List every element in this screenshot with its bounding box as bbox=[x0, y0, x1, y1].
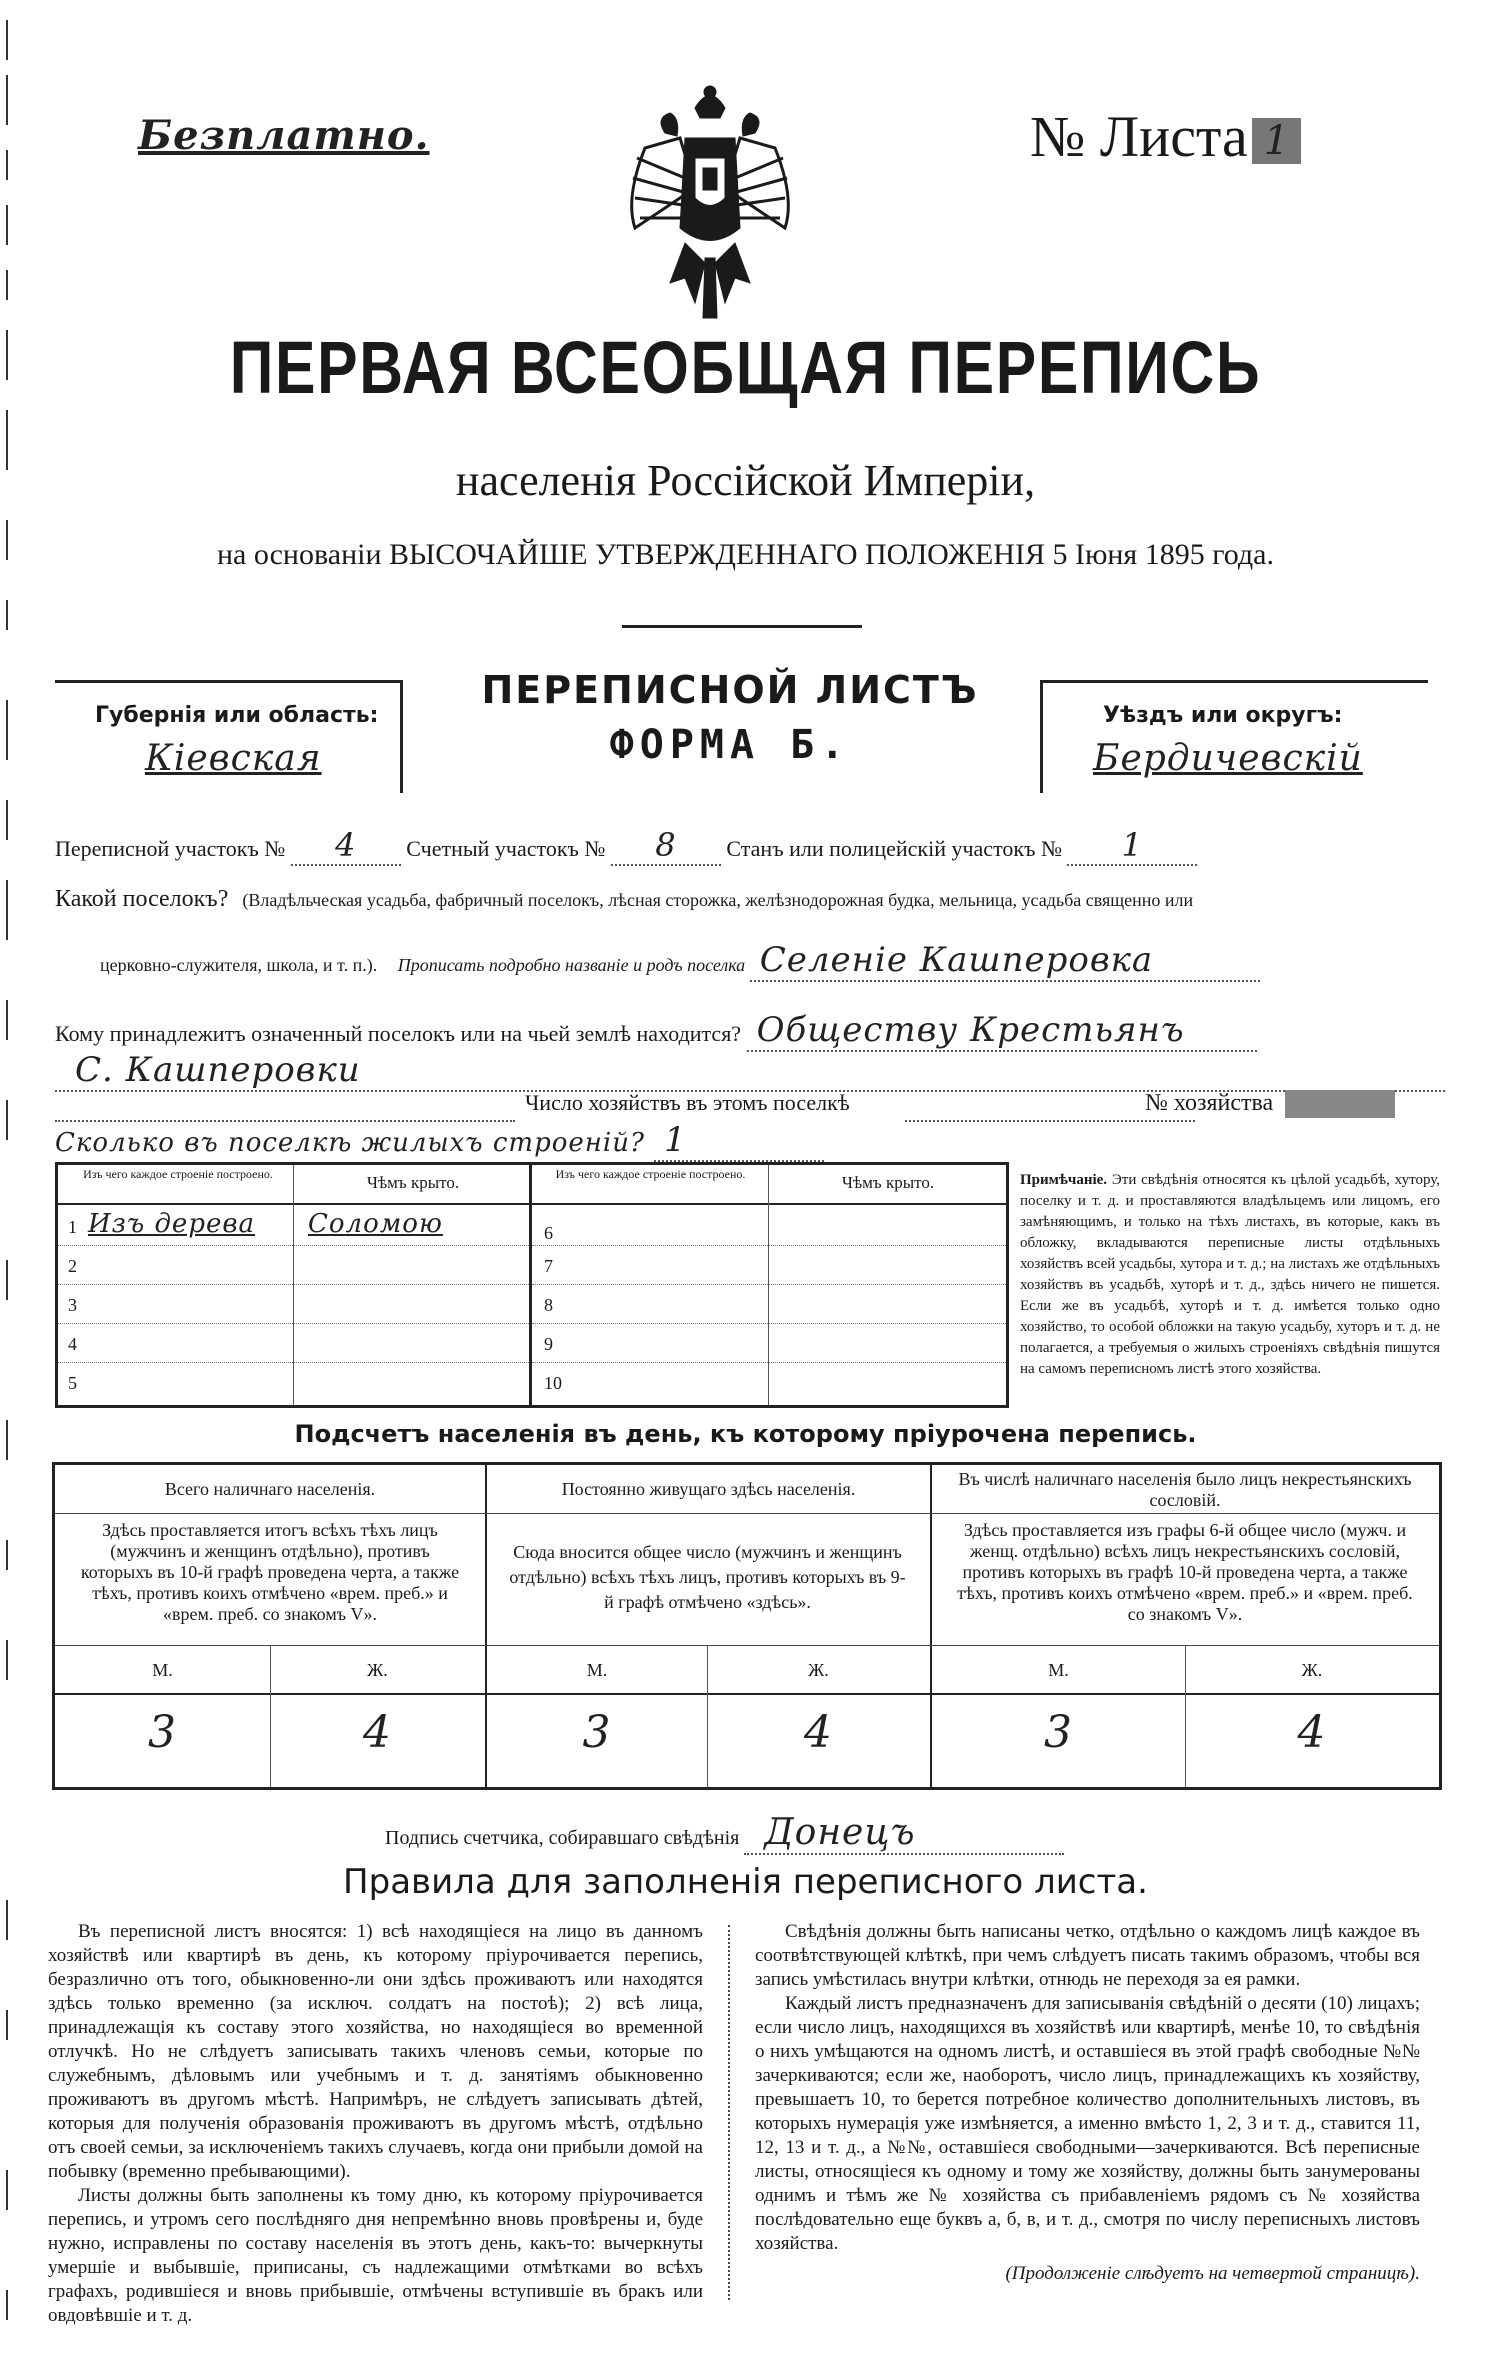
row-number: 2 bbox=[68, 1256, 77, 1276]
pop-col1-m-label: М. bbox=[152, 1660, 173, 1680]
uezd-label: Уѣздъ или округъ: bbox=[1103, 703, 1343, 728]
pop-col2-m-value[interactable]: 3 bbox=[582, 1707, 612, 1758]
pop-col1-f-label: Ж. bbox=[367, 1660, 388, 1680]
signature-value[interactable]: Донецъ bbox=[744, 1812, 1064, 1855]
pop-col3-m-value[interactable]: 3 bbox=[1044, 1707, 1073, 1758]
settlement-hint-2: церковно-служителя, школа, и т. п.). bbox=[100, 955, 378, 975]
buildings-value[interactable]: 1 bbox=[654, 1120, 824, 1162]
population-table bbox=[52, 1462, 1442, 1790]
rules-title: Правила для заполненія переписного листа. bbox=[343, 1862, 1148, 1902]
table-row bbox=[532, 1284, 1006, 1323]
pop-col3-heading: Въ числѣ наличнаго населенія было лицъ некрестьянскихъ сословій. bbox=[958, 1469, 1412, 1510]
settlement-hint-3: Прописать подробно названіе и родъ поселка bbox=[397, 955, 746, 975]
area-line bbox=[55, 826, 1197, 866]
pop-col2-f-label: Ж. bbox=[808, 1660, 829, 1680]
table-row bbox=[532, 1205, 1006, 1245]
page-title: ПЕРВАЯ ВСЕОБЩАЯ ПЕРЕПИСЬ bbox=[229, 326, 1262, 409]
title-divider bbox=[622, 625, 862, 628]
rules-right bbox=[755, 1920, 1420, 2286]
count-area-label: Счетный участокъ № bbox=[406, 836, 606, 861]
buildings-label: Сколько въ поселкѣ жилыхъ строеній? bbox=[55, 1128, 645, 1158]
population-title: Подсчетъ населенія въ день, къ которому пріурочена перепись. bbox=[294, 1420, 1197, 1448]
rules-divider bbox=[728, 1925, 730, 2300]
pop-col2-m-label: М. bbox=[586, 1660, 608, 1680]
pop-col3-m-label: М. bbox=[1048, 1660, 1069, 1680]
pop-col1-heading: Всего наличнаго населенія. bbox=[164, 1479, 376, 1499]
rules-right-p2: Каждый листъ предназначенъ для записыванія свѣдѣній о десяти (10) лицахъ; если число лицъ, находящихся въ хозяйствѣ или квартирѣ, менѣе 10, то свѣдѣнія о нихъ умѣщаются на одномъ листѣ, и оставшіеся въ этой графѣ свободные №№ зачеркиваются; если же, наоборотъ, число лицъ, принадлежащихъ къ хозяйству, превышаетъ 10, то берется потребное количество дополнительныхъ листовъ, въ которыхъ нумерація уже измѣняется, а именно вмѣсто 1, 2, 3 и т. д., ставится 11, 12, 13 и т. д., а №№, оставшіеся свободными—зачеркиваются. Всѣ переписные листы, относящіеся къ одному и тому же хозяйству, должны быть занумерованы однимъ и тѣмъ же № хозяйства съ прибавленіемъ рядомъ съ № хозяйства послѣдовательно еще буквъ а, б, в, и т. д., смотря по числу переписныхъ листовъ хозяйства. bbox=[755, 1993, 1420, 2254]
pop-col1-desc: Здѣсь проставляется итогъ всѣхъ тѣхъ лицъ (мужчинъ и женщинъ отдѣльно), противъ которыхъ въ 10-й графѣ проведена черта, а также тѣхъ, противъ коихъ отмѣчено «врем. преб.» и «врем. преб. со знакомъ V». bbox=[80, 1520, 460, 1624]
table-row bbox=[58, 1323, 529, 1362]
pop-col3-f-label: Ж. bbox=[1301, 1660, 1323, 1680]
note-title: Примѣчаніе. bbox=[1020, 1172, 1108, 1188]
row-number: 3 bbox=[68, 1295, 77, 1315]
pop-col2-heading: Постоянно живущаго здѣсь населенія. bbox=[561, 1479, 856, 1499]
subtitle: населенія Россійской Имперіи, bbox=[455, 456, 1036, 505]
row-number: 1 bbox=[68, 1217, 77, 1237]
households-line bbox=[55, 1090, 1435, 1124]
pop-col2-desc: Сюда вносится общее число (мужчинъ и женщинъ отдѣльно) всѣхъ тѣхъ лицъ, противъ которыхъ въ 9-й графѣ отмѣчено «здѣсь». bbox=[509, 1542, 906, 1612]
gubernia-box bbox=[55, 680, 403, 793]
owner-value[interactable]: Обществу Крестьянъ bbox=[747, 1010, 1257, 1052]
settlement-value[interactable]: Селеніе Кашперовка bbox=[750, 940, 1260, 982]
table-row bbox=[58, 1362, 529, 1401]
left-rows bbox=[58, 1205, 529, 1401]
gubernia-label: Губернія или область: bbox=[95, 703, 379, 728]
census-area-label: Переписной участокъ № bbox=[55, 836, 286, 861]
row-number: 10 bbox=[544, 1373, 562, 1393]
settlement-hint: (Владѣльческая усадьба, фабричный поселокъ, лѣсная сторожка, желѣзнодорожная будка, мельница, усадьба священно или bbox=[242, 890, 1194, 910]
uezd-box bbox=[1040, 680, 1428, 793]
table-row bbox=[58, 1205, 529, 1245]
owner-label: Кому принадлежитъ означенный поселокъ или на чьей землѣ находится? bbox=[55, 1021, 742, 1046]
row-number: 4 bbox=[68, 1334, 77, 1354]
col-roof-left: Чѣмъ крыто. bbox=[366, 1173, 460, 1192]
buildings-note bbox=[1020, 1170, 1440, 1380]
table-row bbox=[532, 1323, 1006, 1362]
owner-value-2[interactable]: С. Кашперовки bbox=[55, 1050, 1445, 1092]
note-text: Эти свѣдѣнія относятся къ цѣлой усадьбѣ, хутору, поселку и т. д. и проставляются владѣльцемъ или лицомъ, его замѣняющимъ, и только на тѣхъ листахъ, въ которые, какъ въ обложку, вкладываются переписные листы отдѣльныхъ хозяйствъ всей усадьбы, хутора и т. д.; на листахъ же отдѣльныхъ хозяйствъ въ усадьбѣ, хуторѣ и т. д., здѣсь ничего не пишется. Если же въ усадьбѣ, хуторѣ и т. д. имѣется только одно хозяйство, то особой обложки на такую усадьбу, хуторъ и т. д. не полагается, а требуемыя о жилыхъ строеніяхъ свѣдѣнія пишутся на самомъ переписномъ листѣ этого хозяйства. bbox=[1020, 1172, 1441, 1377]
col-material-right: Изъ чего каждое строеніе построено. bbox=[555, 1167, 746, 1181]
buildings-table bbox=[55, 1162, 1009, 1408]
form-title: ФОРМА Б. bbox=[609, 722, 851, 768]
rules-left bbox=[48, 1920, 703, 2328]
settlement-line-2 bbox=[100, 940, 1260, 982]
table-row bbox=[532, 1362, 1006, 1401]
gubernia-value[interactable]: Кіевская bbox=[145, 738, 322, 779]
census-area-value[interactable]: 4 bbox=[291, 826, 401, 866]
row-number: 9 bbox=[544, 1334, 553, 1354]
free-label: Безплатно. bbox=[138, 112, 430, 159]
row-number: 5 bbox=[68, 1373, 77, 1393]
buildings-line bbox=[55, 1120, 824, 1162]
count-area-value[interactable]: 8 bbox=[611, 826, 721, 866]
rules-left-p1: Въ переписной листъ вносятся: 1) всѣ находящіеся на лицо въ данномъ хозяйствѣ или квартирѣ въ день, къ которому пріурочивается перепись, безразлично отъ того, обыкновенно-ли они здѣсь проживаютъ или находятся здѣсь только временно (за исключ. солдатъ на постоѣ); 2) всѣ лица, принадлежащія къ составу этого хозяйства, но находящіеся во временной отлучкѣ. Но не слѣдуетъ записывать такихъ членовъ семьи, которые по служебнымъ, дѣловымъ или учебнымъ и т. д. занятіямъ обыкновенно проживаютъ въ другомъ мѣстѣ. Напримѣръ, не слѣдуетъ записывать дѣтей, которыя для полученія образованія проживаютъ въ другомъ мѣстѣ, отдѣльно отъ своей семьи, за исключеніемъ такихъ случаевъ, когда они прибыли домой на побывку (временно пребывающими). bbox=[48, 1921, 703, 2182]
pop-col1-f-value[interactable]: 4 bbox=[363, 1707, 392, 1758]
rules-right-p1: Свѣдѣнія должны быть написаны четко, отдѣльно о каждомъ лицѣ каждое въ соотвѣтствующей клѣткѣ, при чемъ слѣдуетъ писать такимъ образомъ, чтобы вся запись умѣстилась внутри клѣтки, отнюдь не переходя за ея рамки. bbox=[755, 1921, 1420, 1990]
col-roof-right: Чѣмъ крыто. bbox=[841, 1173, 935, 1192]
col-material-left: Изъ чего каждое строеніе построено. bbox=[83, 1167, 273, 1181]
settlement-line bbox=[55, 886, 1435, 913]
table-row bbox=[58, 1284, 529, 1323]
settlement-label: Какой поселокъ? bbox=[55, 886, 229, 912]
row-material[interactable]: Изъ дерева bbox=[88, 1209, 255, 1239]
sheet-number: 1 bbox=[1252, 118, 1301, 164]
sheet-title: ПЕРЕПИСНОЙ ЛИСТЪ bbox=[481, 668, 979, 712]
signature-line bbox=[385, 1812, 1064, 1855]
basis-line: на основаніи ВЫСОЧАЙШЕ УТВЕРЖДЕННАГО ПОЛОЖЕНІЯ 5 Іюня 1895 года. bbox=[217, 538, 1274, 571]
table-row bbox=[532, 1245, 1006, 1284]
uezd-value[interactable]: Бердичевскій bbox=[1093, 738, 1363, 779]
owner-line bbox=[55, 1010, 1257, 1052]
rules-continued: (Продолженіе слѣдуетъ на четвертой страницѣ). bbox=[1005, 2263, 1420, 2284]
household-no-value[interactable] bbox=[1285, 1090, 1395, 1118]
row-number: 6 bbox=[544, 1223, 553, 1243]
pop-col3-f-value[interactable]: 4 bbox=[1297, 1707, 1327, 1758]
table-row bbox=[58, 1245, 529, 1284]
row-number: 8 bbox=[544, 1295, 553, 1315]
households-blank bbox=[55, 1100, 515, 1122]
row-number: 7 bbox=[544, 1256, 553, 1276]
pop-col2-f-value[interactable]: 4 bbox=[804, 1707, 833, 1758]
row-roof[interactable]: Соломою bbox=[308, 1209, 443, 1239]
stan-label: Станъ или полицейскій участокъ № bbox=[726, 836, 1062, 861]
rules-left-p2: Листы должны быть заполнены къ тому дню, къ которому пріурочивается перепись, и утромъ сего послѣдняго дня непремѣнно вновь провѣрены и, буде нужно, исправлены по составу населенія въ этотъ день, какъ-то: вычеркнуты умершіе и выбывшіе, приписаны, съ надлежащими отмѣтками во всѣхъ графахъ, родившіеся и вновь прибывшіе, отмѣчены вступившіе въ бракъ или овдовѣвшіе и т. д. bbox=[48, 2185, 703, 2326]
households-label: Число хозяйствъ въ этомъ поселкѣ bbox=[525, 1090, 850, 1115]
household-no-label: № хозяйства bbox=[1145, 1090, 1274, 1116]
imperial-eagle-emblem bbox=[625, 78, 795, 323]
sheet-label: № Листа bbox=[1030, 104, 1248, 169]
signature-label: Подпись счетчика, собиравшаго свѣдѣнія bbox=[385, 1827, 740, 1849]
right-rows bbox=[532, 1205, 1006, 1401]
pop-col3-desc: Здѣсь проставляется изъ графы 6-й общее число (мужч. и женщ. отдѣльно) всѣхъ лицъ некрестьянскихъ сословій, противъ которыхъ въ графѣ 10-й проведена черта, а также тѣхъ, противъ коихъ отмѣчено «врем. преб.» и «врем. преб. со знакомъ V». bbox=[957, 1520, 1413, 1624]
sheet-number-group bbox=[1030, 102, 1301, 170]
pop-col1-m-value[interactable]: 3 bbox=[148, 1707, 177, 1758]
stan-value[interactable]: 1 bbox=[1067, 826, 1197, 866]
